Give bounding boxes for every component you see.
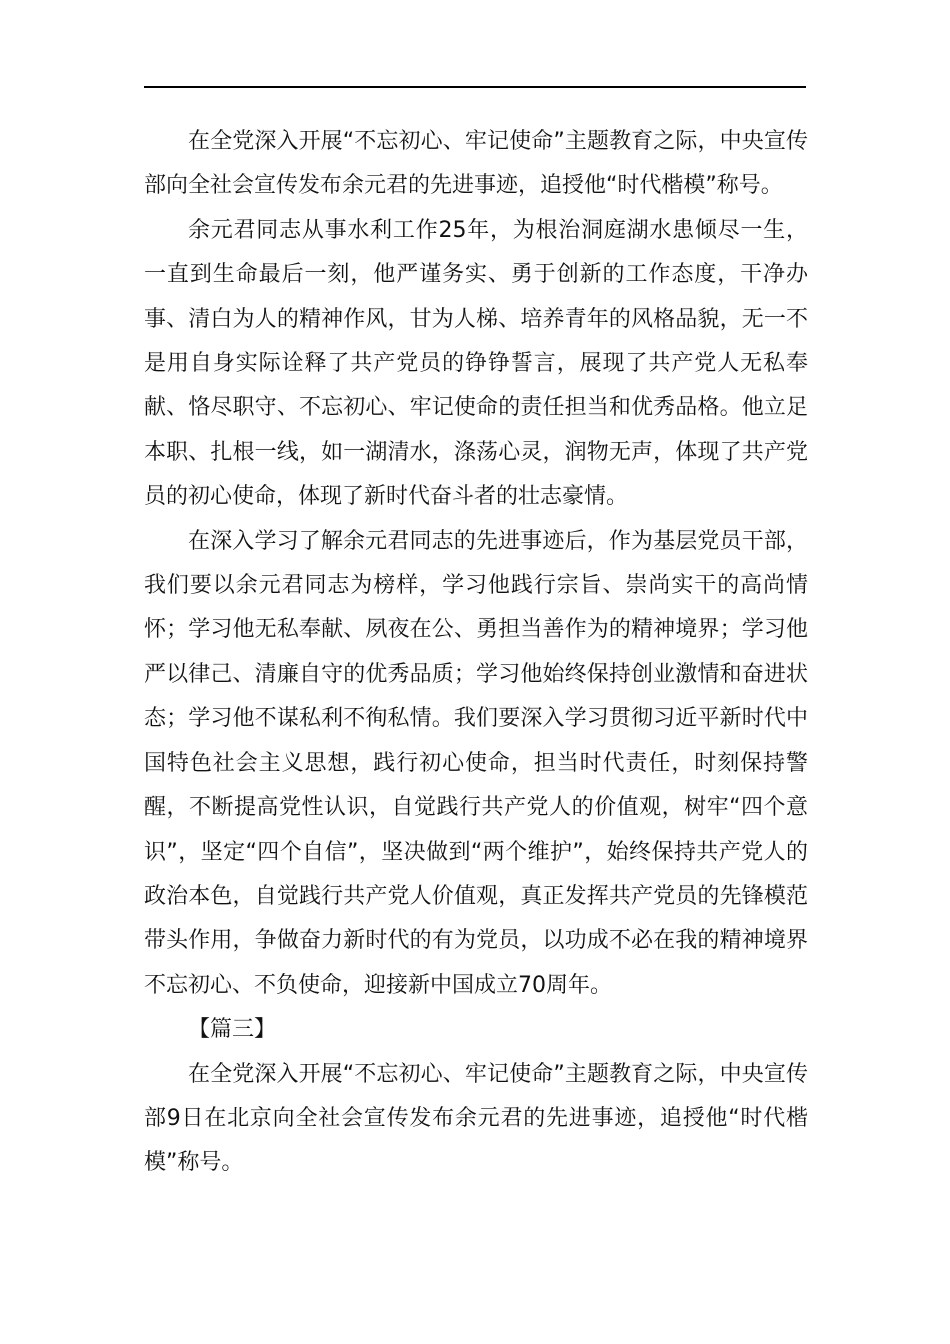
paragraph-deeds: 余元君同志从事水利工作25年，为根治洞庭湖水患倾尽一生，一直到生命最后一刻，他严谨务实、勇于创新的工作态度，干净办事、清白为人的精神作风，甘为人梯、培养青年的风格品貌，无一不是用自身实际诠释了共产党员的铮铮誓言，展现了共产党人无私奉献、恪尽职守、不忘初心、牢记使命的责任担当和优秀品格。他立足本职、扎根一线，如一湖清水，涤荡心灵，润物无声，体现了共产党员的初心使命，体现了新时代奋斗者的壮志豪情。 bbox=[144, 217, 808, 510]
paragraph-intro: 在全党深入开展“不忘初心、牢记使命”主题教育之际，中央宣传部向全社会宣传发布余元君的先进事迹，追授他“时代楷模”称号。 bbox=[144, 129, 808, 199]
section-heading: 【篇三】 bbox=[188, 1017, 277, 1043]
document-body bbox=[144, 120, 808, 1186]
paragraph-section-three: 在全党深入开展“不忘初心、牢记使命”主题教育之际，中央宣传部9日在北京向全社会宣传发布余元君的先进事迹，追授他“时代楷模”称号。 bbox=[144, 1061, 808, 1176]
paragraph-learning: 在深入学习了解余元君同志的先进事迹后，作为基层党员干部，我们要以余元君同志为榜样，学习他践行宗旨、崇尚实干的高尚情怀；学习他无私奉献、夙夜在公、勇担当善作为的精神境界；学习他严以律己、清廉自守的优秀品质；学习他始终保持创业激情和奋进状态；学习他不谋私利不徇私情。我们要深入学习贯彻习近平新时代中国特色社会主义思想，践行初心使命，担当时代责任，时刻保持警醒，不断提高党性认识，自觉践行共产党人的价值观，树牢“四个意识”，坚定“四个自信”，坚决做到“两个维护”，始终保持共产党人的政治本色，自觉践行共产党人价值观，真正发挥共产党员的先锋模范带头作用，争做奋力新时代的有为党员，以功成不必在我的精神境界不忘初心、不负使命，迎接新中国成立70周年。 bbox=[144, 528, 808, 998]
header-rule bbox=[144, 86, 806, 88]
